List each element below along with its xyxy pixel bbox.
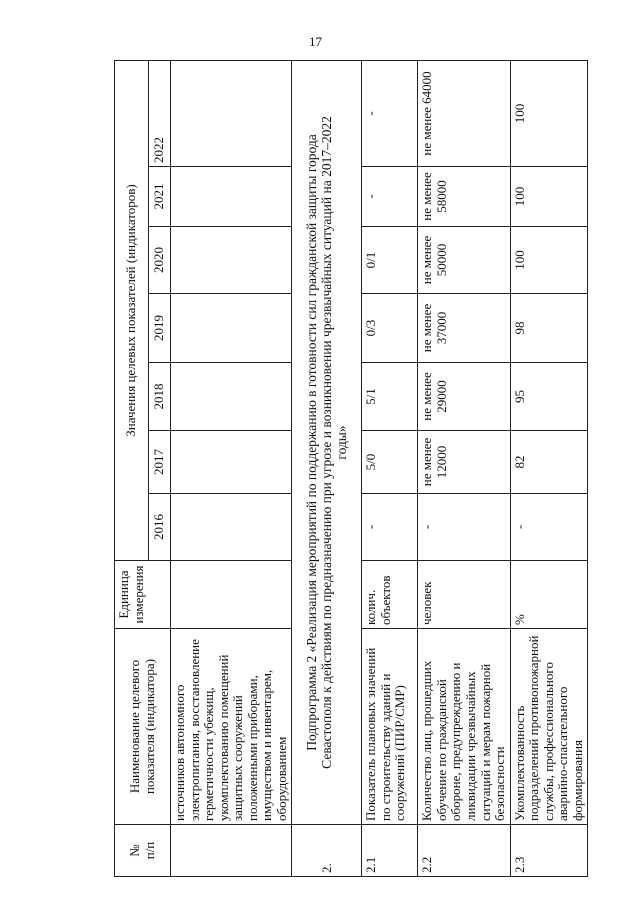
header-num	[115, 825, 171, 877]
row-value: -	[362, 60, 418, 166]
page-number: 17	[309, 34, 322, 49]
row-value: не менее 58000	[418, 167, 510, 227]
row-value: не менее 64000	[418, 60, 510, 166]
header-num-label: №	[126, 844, 142, 857]
row-value	[171, 227, 292, 294]
row-value: не менее 50000	[418, 227, 510, 294]
row-value: -	[418, 494, 510, 561]
row-value: 82	[510, 431, 588, 494]
header-year: 2016	[149, 494, 171, 561]
row-value: не менее 12000	[418, 431, 510, 494]
header-year: 2021	[149, 167, 171, 227]
row-value: не менее 29000	[418, 363, 510, 431]
row-value: 0/1	[362, 227, 418, 294]
table-row	[362, 60, 418, 876]
row-value: 95	[510, 363, 588, 431]
row-indicator-name: Показатель плановых значений по строительству зданий и сооружений (ПИР/СМР)	[362, 629, 418, 825]
row-num	[171, 825, 292, 877]
table-row	[418, 60, 510, 876]
row-num: 2.3	[510, 825, 588, 877]
header-year: 2022	[149, 60, 171, 166]
header-year: 2020	[149, 227, 171, 294]
row-value	[171, 294, 292, 363]
row-indicator-name: Укомплектованность подразделений противопожарной службы, профессионального аварийно-спасательного формирования	[510, 629, 588, 825]
row-value: 5/0	[362, 431, 418, 494]
row-unit: человек	[418, 561, 510, 629]
header-year: 2018	[149, 363, 171, 431]
row-num: 2.1	[362, 825, 418, 877]
rotated-table-container	[114, 61, 585, 877]
row-value	[171, 431, 292, 494]
indicators-table	[114, 60, 588, 877]
header-year: 2019	[149, 294, 171, 363]
header-values: Значения целевых показателей (индикаторов)	[115, 60, 149, 560]
row-value: не менее 37000	[418, 294, 510, 363]
row-value: -	[510, 494, 588, 561]
row-unit: %	[510, 561, 588, 629]
row-value: 98	[510, 294, 588, 363]
subprogram-row	[292, 60, 362, 876]
table-row	[171, 60, 292, 876]
row-value	[171, 60, 292, 166]
row-value: -	[362, 167, 418, 227]
row-value: 100	[510, 60, 588, 166]
table-row	[510, 60, 588, 876]
header-unit: Единица измерения	[115, 561, 171, 629]
header-year: 2017	[149, 431, 171, 494]
row-value	[171, 494, 292, 561]
row-value	[171, 167, 292, 227]
row-value: 0/3	[362, 294, 418, 363]
row-num: 2.2	[418, 825, 510, 877]
row-indicator-name: Количество лиц, прошедших обучение по гражданской обороне, предупреждению и ликвидации чрезвычайных ситуаций и мерам пожарной безопасности	[418, 629, 510, 825]
row-value: 100	[510, 227, 588, 294]
subprogram-num: 2.	[292, 825, 362, 877]
row-indicator-name: источников автономного электропитания, восстановление герметичности убежищ, укомплектованию помещений защитных сооружений положенными приборами, имуществом и инвентарем, оборудованием	[171, 629, 292, 825]
header-num-sub: п/п	[141, 841, 157, 860]
row-value: 100	[510, 167, 588, 227]
subprogram-title: Подпрограмма 2 «Реализация мероприятий по поддержанию в готовности сил гражданской защиты города Севастополя к действиям по предназначению при угрозе и возникновении чрезвычайных ситуаций на 2017–2022 годы»	[292, 60, 362, 824]
header-indicator-name: Наименование целевого показателя (индикатора)	[115, 629, 171, 825]
row-value: 5/1	[362, 363, 418, 431]
row-value: -	[362, 494, 418, 561]
row-unit: колич. объектов	[362, 561, 418, 629]
row-unit	[171, 561, 292, 629]
row-value	[171, 363, 292, 431]
